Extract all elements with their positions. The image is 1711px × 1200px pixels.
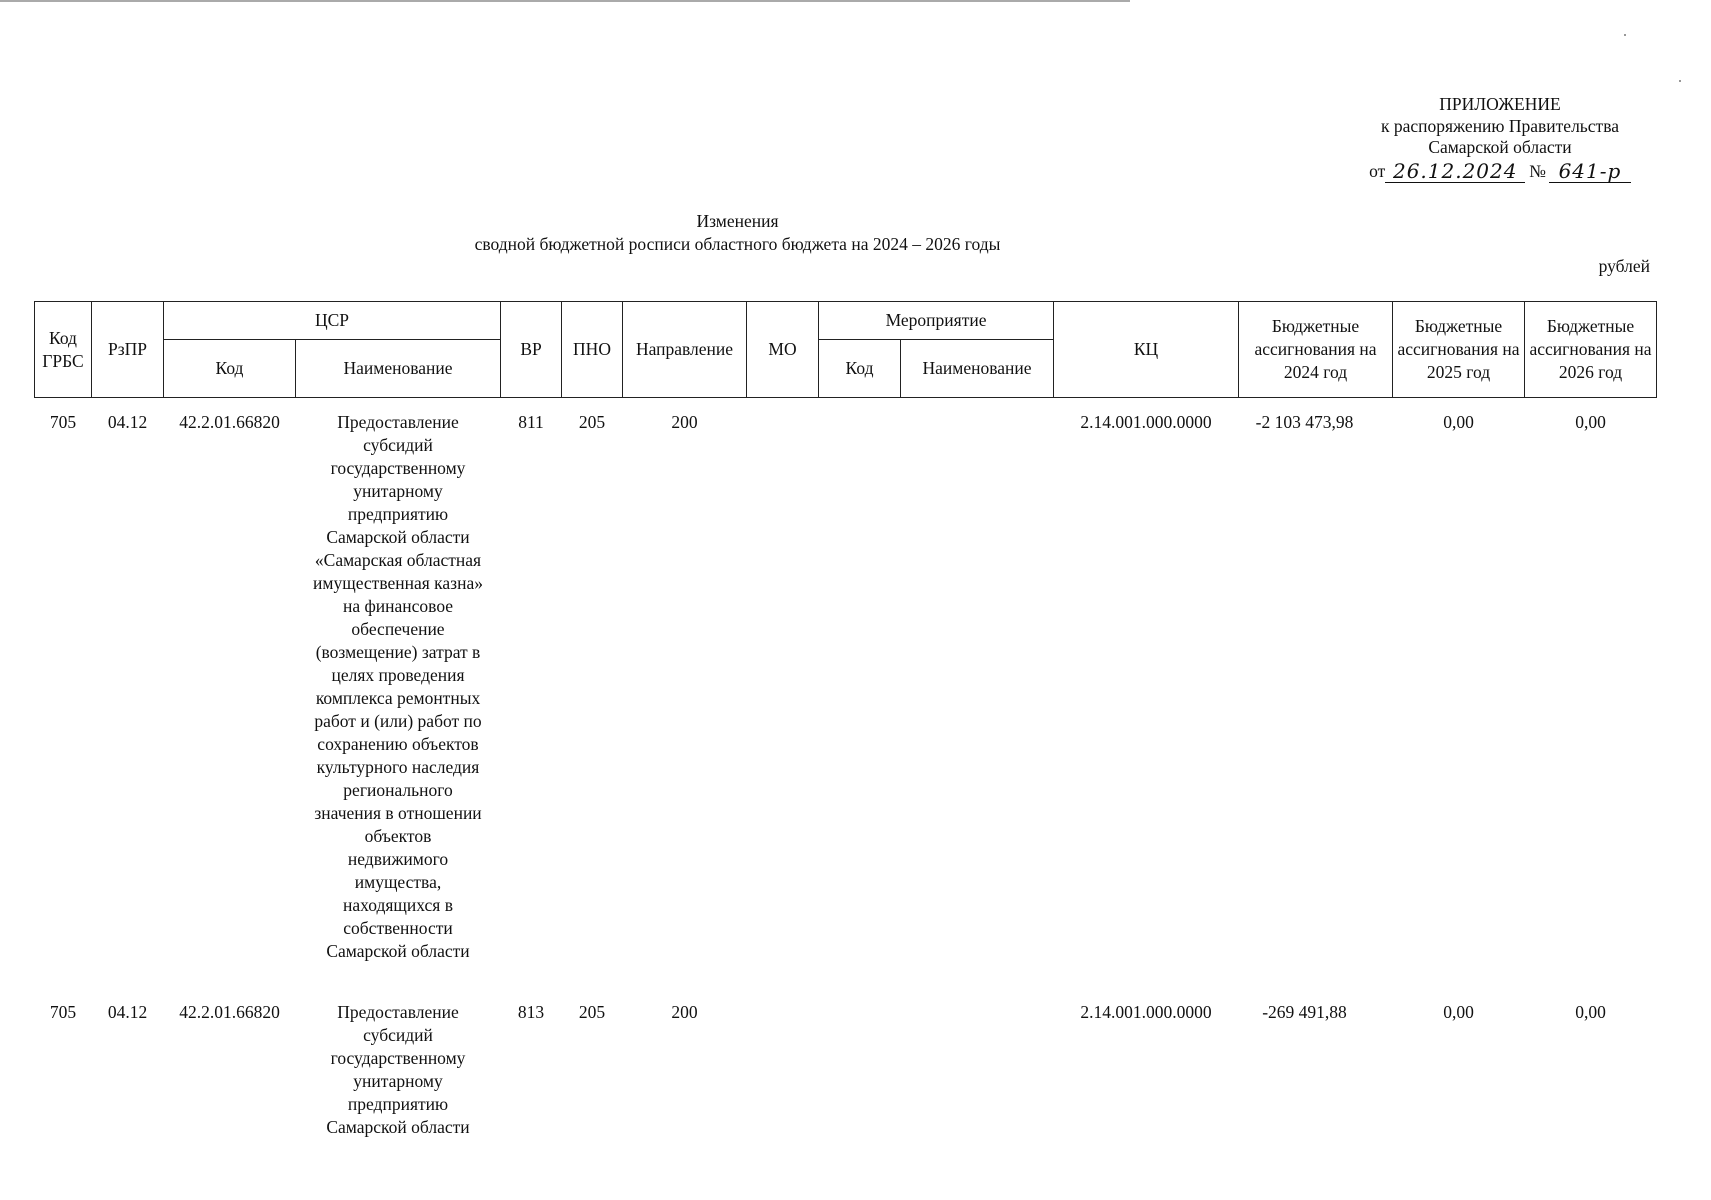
cell-pno: 205: [578, 1002, 606, 1022]
cell-mo: [747, 411, 819, 1001]
attachment-line-region: Самарской области: [1428, 137, 1572, 157]
table-body: [35, 398, 1657, 1140]
header-kc: КЦ: [1054, 302, 1239, 398]
header-mer-code: Код: [819, 340, 901, 398]
header-rzpr: РзПР: [92, 302, 164, 398]
header-napravlenie: Направление: [623, 302, 747, 398]
units-label: рублей: [1598, 256, 1650, 276]
header-allocation-2024: Бюджетные ассигнования на 2024 год: [1239, 302, 1393, 398]
header-allocation-2026: Бюджетные ассигнования на 2026 год: [1525, 302, 1657, 398]
cell-kc: 2.14.001.000.0000: [1080, 1002, 1212, 1022]
cell-grbs: 705: [49, 412, 77, 432]
header-csr-code: Код: [164, 340, 296, 398]
header-csr-name: Наименование: [296, 340, 501, 398]
header-vr: ВР: [501, 302, 562, 398]
cell-allocation-2024: -2 103 473,98: [1255, 412, 1354, 432]
cell-napravlenie: 200: [671, 412, 698, 432]
cell-mer-code: [819, 1001, 901, 1139]
cell-allocation-2026: 0,00: [1575, 1002, 1606, 1022]
cell-grbs: 705: [49, 1002, 77, 1022]
header-allocation-2025: Бюджетные ассигнования на 2025 год: [1393, 302, 1525, 398]
cell-csr-name: Предоставление субсидий государственному унитарному предприятию Самарской области: [326, 1002, 470, 1137]
header-csr: ЦСР: [164, 302, 501, 340]
header-grbs: Код ГРБС: [35, 302, 92, 398]
table-row: [35, 411, 1657, 1001]
cell-mer-name: [901, 411, 1054, 1001]
attachment-block: [1340, 94, 1660, 183]
cell-vr: 811: [518, 412, 544, 432]
cell-mer-code: [819, 411, 901, 1001]
scan-speck: [1679, 80, 1681, 82]
cell-mer-name: [901, 1001, 1054, 1139]
title-line-2: сводной бюджетной росписи областного бюджета на 2024 – 2026 годы: [474, 234, 1001, 254]
attachment-date-number-row: [1340, 160, 1660, 183]
cell-allocation-2025: 0,00: [1443, 412, 1474, 432]
cell-kc: 2.14.001.000.0000: [1080, 412, 1212, 432]
table-header: [35, 302, 1657, 398]
cell-csr-name: Предоставление субсидий государственному унитарному предприятию Самарской области «Самарская областная имущественная казна» на финансовое обеспечение (возмещение) затрат в целях проведения комплекса ремонтных работ и (или) работ по сохранению объектов культурного наследия регионального значения в отношении объектов недвижимого имущества, находящихся в собственности Самарской области: [313, 412, 483, 961]
cell-allocation-2025: 0,00: [1443, 1002, 1474, 1022]
table-row: [35, 1001, 1657, 1139]
cell-rzpr: 04.12: [107, 412, 148, 432]
cell-pno: 205: [578, 412, 606, 432]
scan-edge-line: [0, 0, 1130, 2]
header-meropriyatie: Мероприятие: [819, 302, 1054, 340]
budget-changes-table: [34, 301, 1657, 1139]
scan-speck: [1624, 34, 1626, 36]
cell-allocation-2026: 0,00: [1575, 412, 1606, 432]
handwritten-number: 641-р: [1549, 160, 1631, 183]
cell-rzpr: 04.12: [107, 1002, 148, 1022]
cell-napravlenie: 200: [671, 1002, 698, 1022]
cell-csr-code: 42.2.01.66820: [179, 1002, 280, 1022]
number-prefix: №: [1529, 161, 1546, 181]
cell-allocation-2024: -269 491,88: [1262, 1002, 1347, 1022]
cell-vr: 813: [517, 1002, 545, 1022]
attachment-line-order: к распоряжению Правительства: [1380, 115, 1619, 136]
title-line-1: Изменения: [696, 211, 779, 231]
document-title: [0, 210, 1711, 256]
header-mer-name: Наименование: [901, 340, 1054, 398]
cell-csr-code: 42.2.01.66820: [179, 412, 280, 432]
header-pno: ПНО: [562, 302, 623, 398]
handwritten-date: 26.12.2024: [1385, 160, 1525, 183]
cell-mo: [747, 1001, 819, 1139]
header-mo: МО: [747, 302, 819, 398]
attachment-title: ПРИЛОЖЕНИЕ: [1439, 94, 1561, 114]
date-prefix: от: [1369, 161, 1386, 181]
